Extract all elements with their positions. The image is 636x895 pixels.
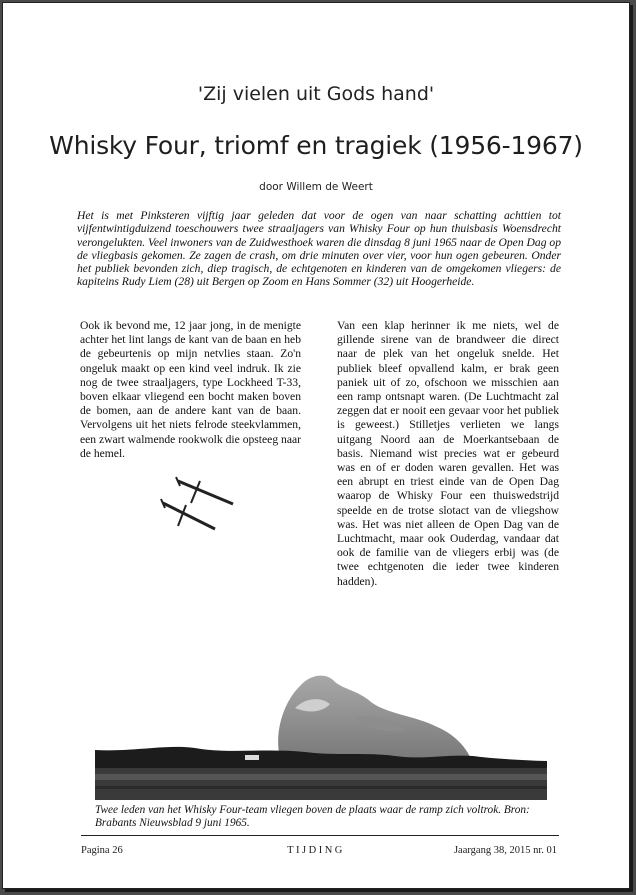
jet-lower <box>161 499 215 529</box>
footer-divider <box>81 835 559 836</box>
article-byline: door Willem de Weert <box>259 181 373 193</box>
magazine-name: TIJDING <box>287 845 345 856</box>
airfield <box>95 768 547 800</box>
article-column-left: Ook ik bevond me, 12 jaar jong, in de menigte achter het lint langs de kant van de baan en heb de gebeurtenis op mijn netvlies staan. Zo'n ongeluk maakt op een kind veel indruk. Ik zie nog de twee straaljagers, type Lockheed T-33, boven elkaar vliegend een bocht maken boven de bomen, aan de andere kant van de baan. Vervolgens uit het niets felrode steekvlammen, een zwart walmende rookwolk die opsteeg naar de hemel. <box>80 319 301 460</box>
crash-photo <box>95 668 547 800</box>
article-title: Whisky Four, triomf en tragiek (1956-1967) <box>49 131 583 160</box>
jet-upper <box>176 477 233 504</box>
article-column-right: Van een klap herinner ik me niets, wel de gillende sirene van de brandweer die direct naar de plek van het ongeluk snelde. Het publiek bleef opvallend kalm, er brak geen paniek uit of zo, ofschoon we misschien aan een ramp ontsnapt waren. (De Luchtmacht zal zeggen dat er nooit een gevaar voor het publiek is geweest.) Stilletjes verlieten we langs uitgang Noord aan de Moerkantsebaan de basis. Niemand wist precies wat er gebeurd was en of er doden waren gevallen. Het was een abrupt en triest einde van de Open Dag waarop de Whisky Four een thuiswedstrijd speelde en de trotse slotact van de vliegshow was. Het was niet alleen de Open Dag van de Luchtmacht, maar ook Ouderdag, vandaar dat ook de familie van de vliegers erbij was (de twee echtgenoten die ieder twee kinderen hadden). <box>337 319 559 588</box>
magazine-page <box>2 2 630 889</box>
issue-info: Jaargang 38, 2015 nr. 01 <box>453 845 557 856</box>
article-intro: Het is met Pinksteren vijftig jaar geleden dat voor de ogen van naar schatting achttien tot vijfentwintigduizend toeschouwers twee straaljagers van Whisky Four op hun thuisbasis Woensdrecht verongelukten. Veel inwoners van de Zuidwesthoek waren die dinsdag 8 juni 1965 naar de Open Dag op de vliegbasis gekomen. Ze zagen de crash, om drie minuten over vier, voor hun ogen gebeuren. Onder het publiek bevonden zich, diep tragisch, de echtgenoten en kinderen van de omgekomen vliegers: de kapiteins Rudy Liem (28) uit Bergen op Zoom en Hans Sommer (32) uit Hoogerheide. <box>77 209 561 289</box>
article-supertitle: 'Zij vielen uit Gods hand' <box>197 83 435 105</box>
page-number: Pagina 26 <box>81 845 123 856</box>
photo-caption: Twee leden van het Whisky Four-team vliegen boven de plaats waar de ramp zich voltrok. Bron: Brabants Nieuwsblad 9 juni 1965. <box>95 804 530 830</box>
jets-photo <box>153 471 248 541</box>
